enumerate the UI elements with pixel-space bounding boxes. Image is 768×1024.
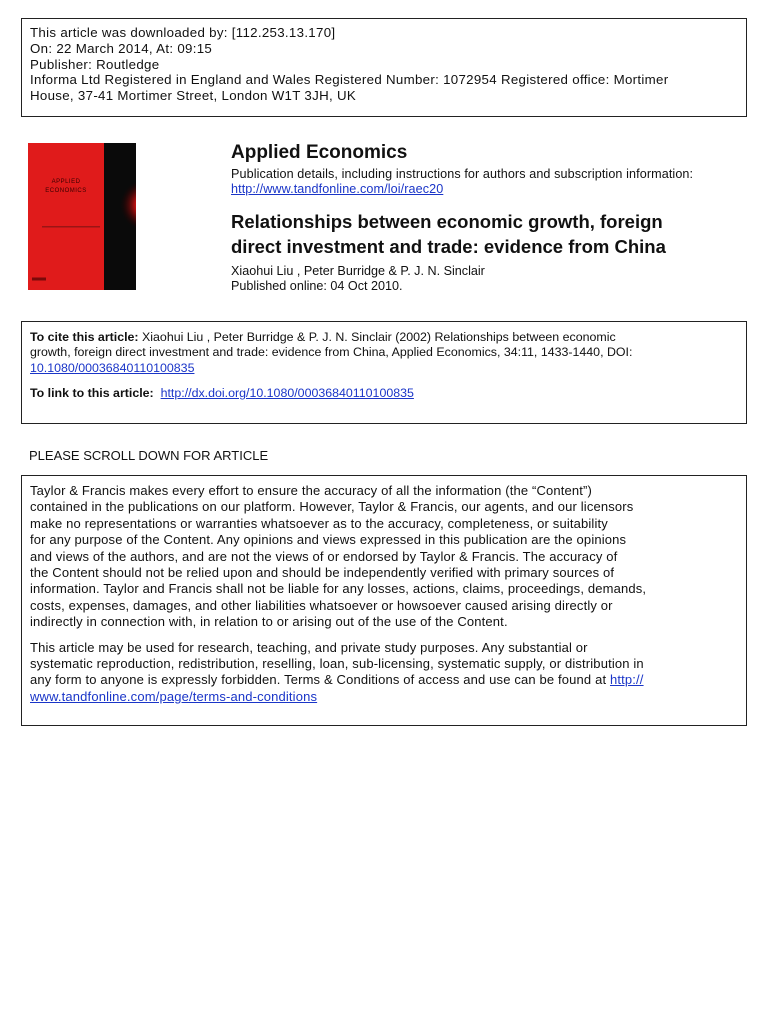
article-authors-block bbox=[231, 264, 485, 294]
cite-label: To cite this article: bbox=[30, 330, 139, 344]
disclaimer-paragraph-1 bbox=[30, 483, 738, 631]
disclaimer-line: for any purpose of the Content. Any opinions and views expressed in this publication are the opinions bbox=[30, 532, 627, 548]
cover-title-line2: ECONOMICS bbox=[45, 188, 87, 194]
registered-office-line: Informa Ltd Registered in England and Wales Registered Number: 1072954 Registered office: Mortimer bbox=[30, 72, 669, 88]
terms-url-link-part1[interactable]: http:// bbox=[609, 672, 644, 688]
cite-line-1 bbox=[30, 330, 738, 345]
terms-url-link-part2[interactable]: www.tandfonline.com/page/terms-and-conditions bbox=[30, 688, 318, 704]
address-line: House, 37-41 Mortimer Street, London W1T 3JH, UK bbox=[30, 88, 357, 104]
journal-title: Applied Economics bbox=[231, 142, 408, 163]
download-info-box bbox=[21, 18, 747, 117]
journal-cover-image bbox=[28, 143, 136, 290]
cover-title-line1: APPLIED bbox=[51, 179, 81, 185]
publisher-line: Publisher: Routledge bbox=[30, 56, 160, 72]
disclaimer-line: information. Taylor and Francis shall not be liable for any losses, actions, claims, proceedings, demands, bbox=[30, 581, 647, 597]
disclaimer-line: costs, expenses, damages, and other liabilities whatsoever or howsoever caused arising directly or bbox=[30, 597, 613, 613]
disclaimer-box bbox=[21, 475, 747, 726]
disclaimer-line: any form to anyone is expressly forbidden. Terms & Conditions of access and use can be found at bbox=[30, 672, 607, 688]
disclaimer-line: contained in the publications on our platform. However, Taylor & Francis, our agents, and our licensors bbox=[30, 499, 634, 515]
cover-glow-graphic bbox=[28, 143, 136, 290]
disclaimer-line-with-link bbox=[30, 672, 738, 688]
link-label: To link to this article: bbox=[30, 386, 154, 401]
citation-box bbox=[21, 321, 747, 424]
disclaimer-line: and views of the authors, and are not the views of or endorsed by Taylor & Francis. The accuracy of bbox=[30, 548, 618, 564]
cite-text-1: Xiaohui Liu , Peter Burridge & P. J. N. Sinclair (2002) Relationships between economic bbox=[142, 330, 616, 344]
publication-details-text: Publication details, including instructions for authors and subscription information: bbox=[231, 167, 694, 181]
disclaimer-line: This article may be used for research, teaching, and private study purposes. Any substantial or bbox=[30, 639, 588, 655]
published-online-date: Published online: 04 Oct 2010. bbox=[231, 279, 403, 293]
publication-details bbox=[231, 167, 693, 197]
scroll-down-note: PLEASE SCROLL DOWN FOR ARTICLE bbox=[29, 448, 269, 463]
article-title-line2: direct investment and trade: evidence from China bbox=[231, 235, 666, 257]
disclaimer-paragraph-2 bbox=[30, 640, 738, 706]
journal-url-link[interactable]: http://www.tandfonline.com/loi/raec20 bbox=[231, 182, 444, 196]
download-date-line: On: 22 March 2014, At: 09:15 bbox=[30, 40, 213, 56]
article-title-line1: Relationships between economic growth, foreign bbox=[231, 211, 663, 232]
disclaimer-line: systematic reproduction, redistribution, reselling, loan, sub-licensing, systematic supply, or distribution in bbox=[30, 656, 644, 672]
article-title bbox=[231, 210, 741, 259]
disclaimer-line: Taylor & Francis makes every effort to ensure the accuracy of all the information (the “Content”) bbox=[30, 483, 592, 498]
article-url-link[interactable]: http://dx.doi.org/10.1080/00036840110100835 bbox=[160, 386, 414, 401]
disclaimer-line: the Content should not be relied upon and should be independently verified with primary sources of bbox=[30, 565, 615, 581]
download-ip-line: This article was downloaded by: [112.253.13.170] bbox=[30, 25, 336, 40]
disclaimer-line: make no representations or warranties whatsoever as to the accuracy, completeness, or suitability bbox=[30, 515, 608, 531]
disclaimer-line: indirectly in connection with, in relation to or arising out of the use of the Content. bbox=[30, 614, 508, 630]
doi-link[interactable]: 10.1080/00036840110100835 bbox=[30, 360, 195, 375]
article-authors: Xiaohui Liu , Peter Burridge & P. J. N. Sinclair bbox=[231, 264, 485, 278]
cite-text-2: growth, foreign direct investment and trade: evidence from China, Applied Economics, 34:11, 1433-1440, DOI: bbox=[30, 345, 633, 360]
link-row bbox=[30, 386, 738, 401]
